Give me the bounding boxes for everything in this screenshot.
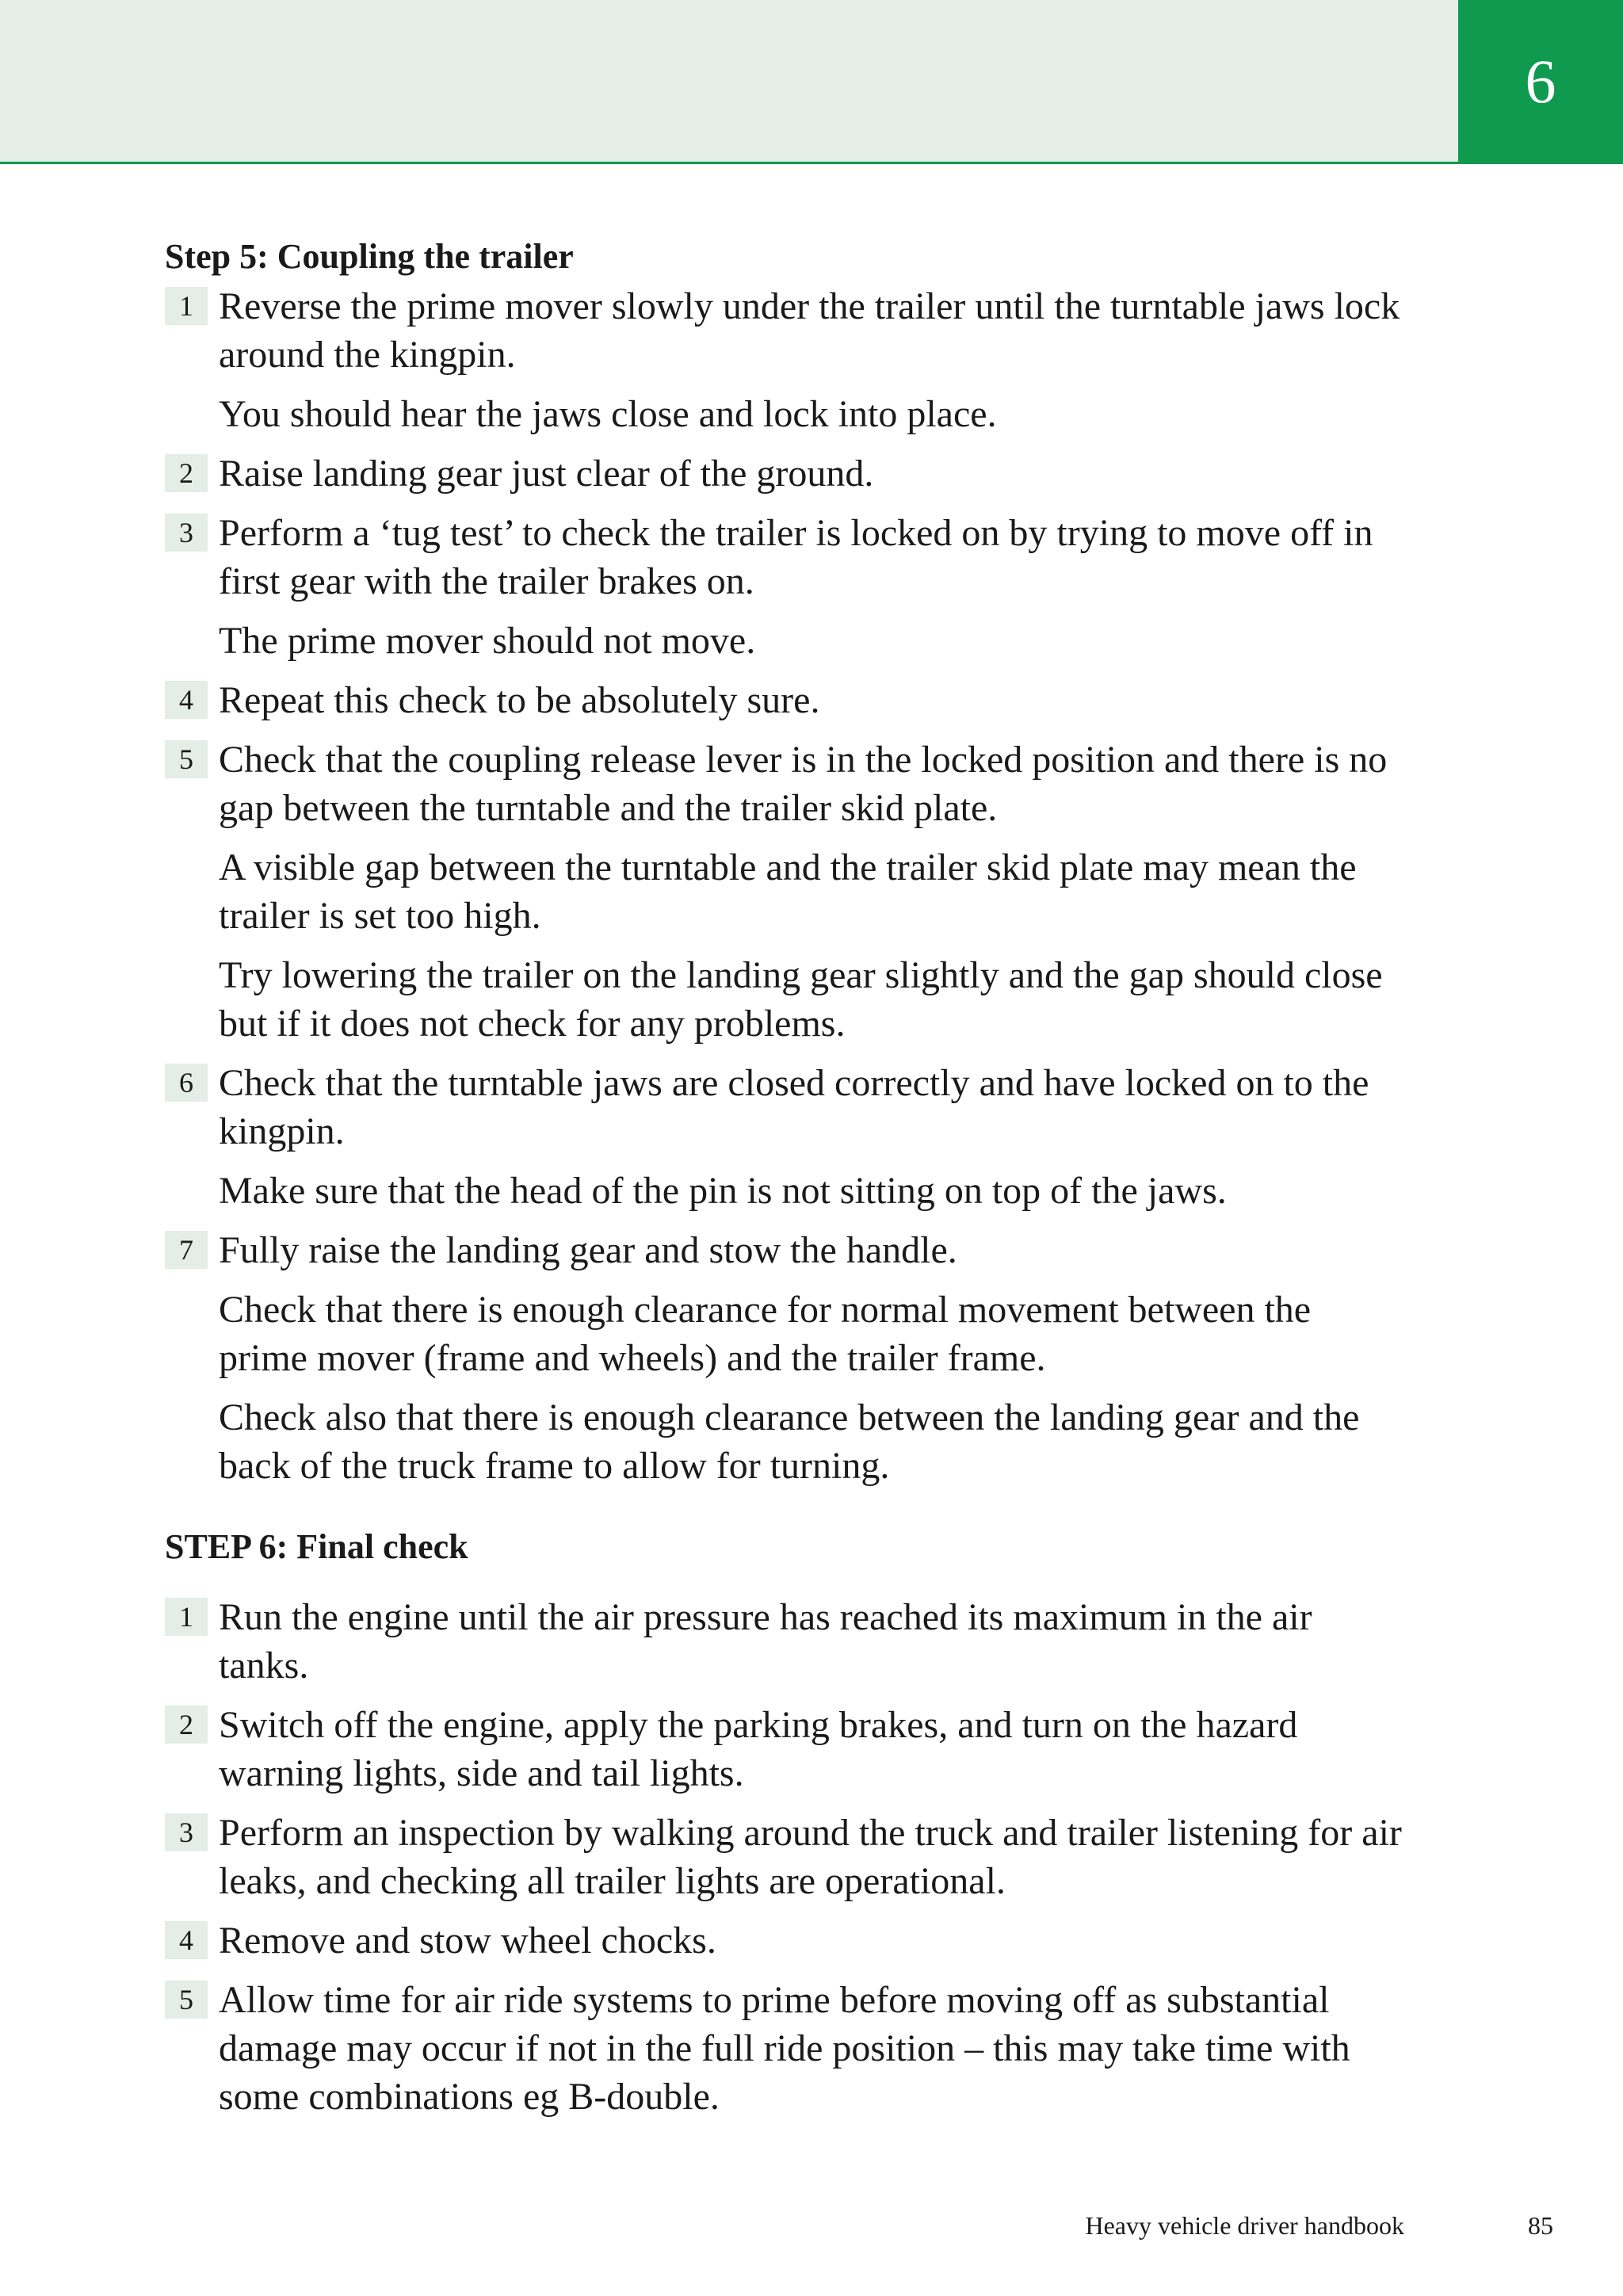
step-text: Allow time for air ride systems to prime before moving off as substantial damage may occur if not in the full ride position – this may take time with some combinations eg B-double.	[219, 1979, 1350, 2118]
step-number: 4	[165, 681, 208, 719]
step-text: Switch off the engine, apply the parking brakes, and turn on the hazard warning lights, side and tail lights.	[219, 1704, 1298, 1794]
step-note: You should hear the jaws close and lock into place.	[219, 393, 997, 435]
step-number: 1	[165, 287, 208, 325]
step6-item-1	[165, 1593, 1406, 1690]
step-text: Remove and stow wheel chocks.	[219, 1920, 716, 1962]
step-text: Repeat this check to be absolutely sure.	[219, 679, 820, 721]
step5-item-2	[165, 449, 1406, 498]
step6-item-4	[165, 1916, 1406, 1965]
step-note: Make sure that the head of the pin is not sitting on top of the jaws.	[219, 1170, 1227, 1212]
step6-item-5	[165, 1976, 1406, 2121]
step-text: Check that the turntable jaws are closed correctly and have locked on to the kingpin.	[219, 1062, 1369, 1152]
step-text: Raise landing gear just clear of the ground.	[219, 453, 874, 495]
step-text: Check that the coupling release lever is in the locked position and there is no gap between the turntable and the trailer skid plate.	[219, 739, 1388, 829]
step-number: 1	[165, 1598, 208, 1636]
step-number: 3	[165, 514, 208, 552]
page-number: 85	[1528, 2211, 1553, 2240]
step-note: The prime mover should not move.	[219, 620, 756, 662]
step5-item-3	[165, 509, 1406, 665]
step-number: 7	[165, 1231, 208, 1269]
header-rule	[0, 162, 1623, 164]
step-number: 2	[165, 1706, 208, 1744]
step-number: 6	[165, 1064, 208, 1102]
step-number: 5	[165, 740, 208, 778]
step-note: Try lowering the trailer on the landing gear slightly and the gap should close but if it does not check for any problems.	[219, 954, 1383, 1045]
section-title-step5: Step 5: Coupling the trailer	[165, 237, 574, 276]
step-text: Fully raise the landing gear and stow the handle.	[219, 1229, 957, 1271]
step5-item-5	[165, 735, 1406, 1048]
step5-item-6	[165, 1059, 1406, 1215]
step-number: 5	[165, 1981, 208, 2019]
footer-book-title: Heavy vehicle driver handbook	[1085, 2211, 1404, 2240]
step6-item-3	[165, 1809, 1406, 1905]
header-band	[0, 0, 1458, 162]
section-title-step6: STEP 6: Final check	[165, 1527, 468, 1566]
step-number: 4	[165, 1921, 208, 1959]
step6-item-2	[165, 1701, 1406, 1797]
step-note: A visible gap between the turntable and the trailer skid plate may mean the trailer is set too high.	[219, 846, 1357, 937]
step5-item-1	[165, 282, 1406, 438]
page-content	[165, 235, 1406, 2121]
chapter-number-tab: 6	[1458, 0, 1623, 163]
step-number: 3	[165, 1813, 208, 1851]
step-text: Reverse the prime mover slowly under the trailer until the turntable jaws lock around the kingpin.	[219, 285, 1400, 376]
step-text: Run the engine until the air pressure has reached its maximum in the air tanks.	[219, 1596, 1312, 1687]
step5-item-7	[165, 1226, 1406, 1490]
step5-list	[165, 282, 1406, 1490]
step6-list	[165, 1593, 1406, 2121]
step-number: 2	[165, 454, 208, 492]
step5-item-4	[165, 676, 1406, 724]
step-note: Check also that there is enough clearance between the landing gear and the back of the truck frame to allow for turning.	[219, 1396, 1360, 1487]
step-note: Check that there is enough clearance for normal movement between the prime mover (frame and wheels) and the trailer frame.	[219, 1289, 1312, 1379]
step-text: Perform an inspection by walking around the truck and trailer listening for air leaks, and checking all trailer lights are operational.	[219, 1812, 1402, 1902]
step-text: Perform a ‘tug test’ to check the trailer is locked on by trying to move off in first gear with the trailer brakes on.	[219, 512, 1373, 602]
